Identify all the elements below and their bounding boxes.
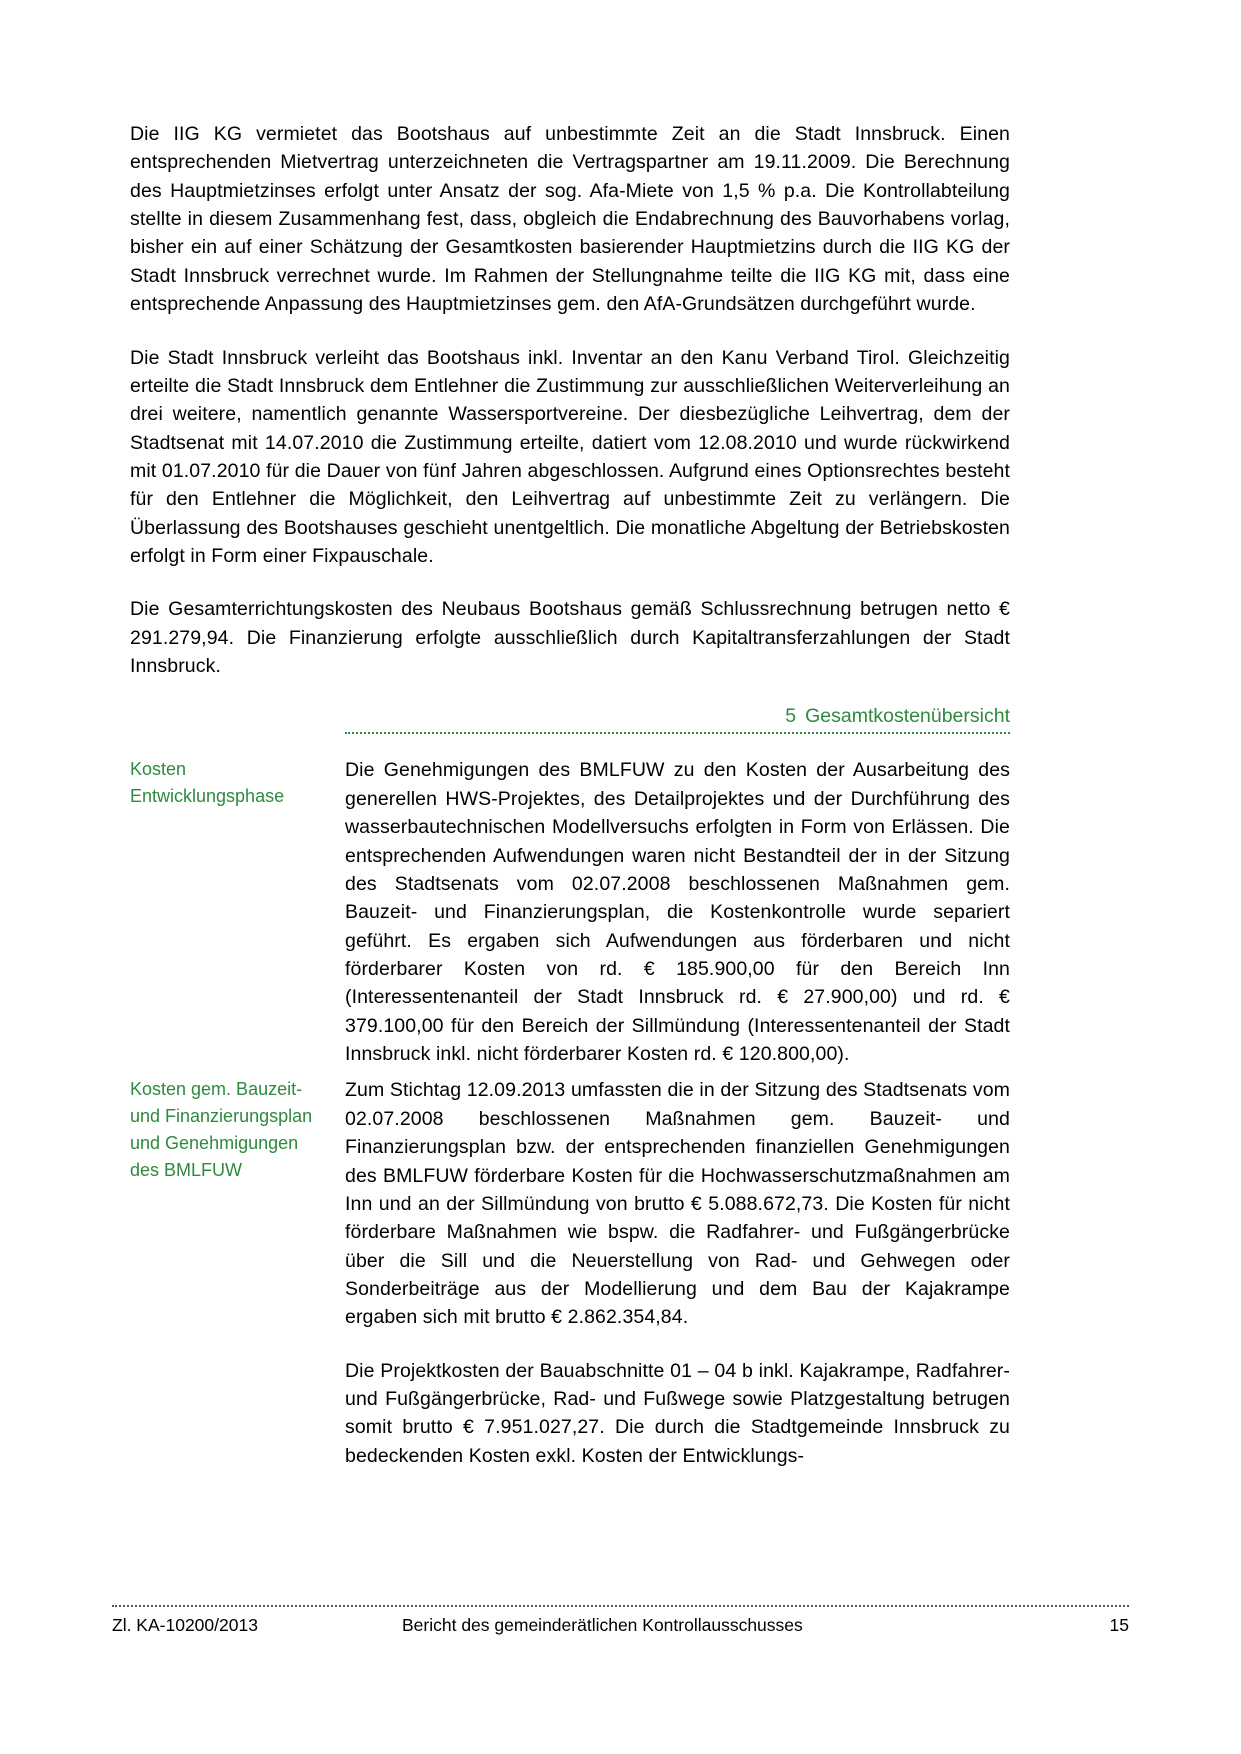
footer-title: Bericht des gemeinderätlichen Kontrollausschusses: [402, 1615, 803, 1635]
marginal-note: Kosten Entwicklungsphase: [130, 759, 285, 807]
section-title: Gesamtkostenübersicht: [805, 705, 1010, 728]
paragraph: Die Genehmigungen des BMLFUW zu den Kosten der Ausarbeitung des generellen HWS-Projektes, des Detailprojektes und der Durchführung des wasserbautechnischen Modellversuchs erfolgten in Form von Erlässen. Die entsprechenden Aufwendungen waren nicht Bestandteil der in der Sitzung des Stadtsenats vom 02.07.2008 beschlossenen Maßnahmen gem. Bauzeit- und Finanzierungsplan, die Kostenkontrolle wurde separiert geführt. Es ergaben sich Aufwendungen aus förderbaren und nicht förderbarer Kosten von rd. € 185.900,00 für den Bereich Inn (Interessentenanteil der Stadt Innsbruck rd. € 27.900,00) und rd. € 379.100,00 für den Bereich der Sillmündung (Interessentenanteil der Stadt Innsbruck inkl. nicht förderbarer Kosten rd. € 120.800,00).: [345, 759, 1010, 1066]
footer-row: [112, 1615, 1129, 1636]
section-number: 5: [785, 705, 797, 728]
section-block: [130, 1076, 1010, 1470]
paragraph: Die IIG KG vermietet das Bootshaus auf unbestimmte Zeit an die Stadt Innsbruck. Einen entsprechenden Mietvertrag unterzeichneten die Vertragspartner am 19.11.2009. Die Berechnung des Hauptmietzinses erfolgt unter Ansatz der sog. Afa-Miete von 1,5 % p.a. Die Kontrollabteilung stellte in diesem Zusammenhang fest, dass, obgleich die Endabrechnung des Bauvorhabens vorlag, bisher ein auf einer Schätzung der Gesamtkosten basierender Hauptmietzins durch die IIG KG der Stadt Innsbruck verrechnet wurde. Im Rahmen der Stellungnahme teilte die IIG KG mit, dass eine entsprechende Anpassung des Hauptmietzinses gem. den AfA-Grundsätzen durchgeführt wurde.: [130, 123, 1010, 316]
paragraph: Zum Stichtag 12.09.2013 umfassten die in der Sitzung des Stadtsenats vom 02.07.2008 beschlossenen Maßnahmen gem. Bauzeit- und Finanzierungsplan bzw. der entsprechenden finanziellen Genehmigungen des BMLFUW förderbare Kosten für die Hochwasserschutzmaßnahmen am Inn und an der Sillmündung von brutto € 5.088.672,73. Die Kosten für nicht förderbare Maßnahmen wie bspw. die Radfahrer- und Fußgängerbrücke über die Sill und die Neuerstellung von Rad- und Gehwegen oder Sonderbeiträge aus der Modellierung und dem Bau der Kajakrampe ergaben sich mit brutto € 2.862.354,84.: [345, 1079, 1010, 1329]
section-heading: [345, 705, 1010, 734]
page-footer: [112, 1605, 1129, 1636]
paragraph: Die Stadt Innsbruck verleiht das Bootshaus inkl. Inventar an den Kanu Verband Tirol. Gleichzeitig erteilte die Stadt Innsbruck dem Entlehner die Zustimmung zur ausschließlichen Weiterverleihung an drei weitere, namentlich genannte Wassersportvereine. Der diesbezügliche Leihvertrag, dem der Stadtsenat mit 14.07.2010 die Zustimmung erteilte, datiert vom 12.08.2010 und wurde rückwirkend mit 01.07.2010 für die Dauer von fünf Jahren abgeschlossen. Aufgrund eines Optionsrechtes besteht für den Entlehner die Möglichkeit, den Leihvertrag auf unbestimmte Zeit zu verlängern. Die Überlassung des Bootshauses geschieht unentgeltlich. Die monatliche Abgeltung der Betriebskosten erfolgt in Form einer Fixpauschale.: [130, 346, 1010, 568]
paragraph: Die Projektkosten der Bauabschnitte 01 – 04 b inkl. Kajakrampe, Radfahrer- und Fußgängerbrücke, Rad- und Fußwege sowie Platzgestaltung betrugen somit brutto € 7.951.027,27. Die durch die Stadtgemeinde Innsbruck zu bedeckenden Kosten exkl. Kosten der Entwicklungs-: [345, 1359, 1010, 1467]
section-block: [130, 756, 1010, 1068]
page-number: 15: [1109, 1615, 1129, 1635]
marginal-note: Kosten gem. Bauzeit- und Finanzierungsplan und Genehmigungen des BMLFUW: [130, 1079, 313, 1181]
block-body: [345, 1076, 1010, 1470]
paragraph: Die Gesamterrichtungskosten des Neubaus Bootshaus gemäß Schlussrechnung betrugen netto € 291.279,94. Die Finanzierung erfolgte ausschließlich durch Kapitaltransferzahlungen der Stadt Innsbruck.: [130, 598, 1010, 678]
footer-divider: [112, 1605, 1129, 1607]
footer-reference: Zl. KA-10200/2013: [112, 1615, 258, 1635]
page-content: [130, 120, 1010, 1470]
block-body: [345, 756, 1010, 1068]
